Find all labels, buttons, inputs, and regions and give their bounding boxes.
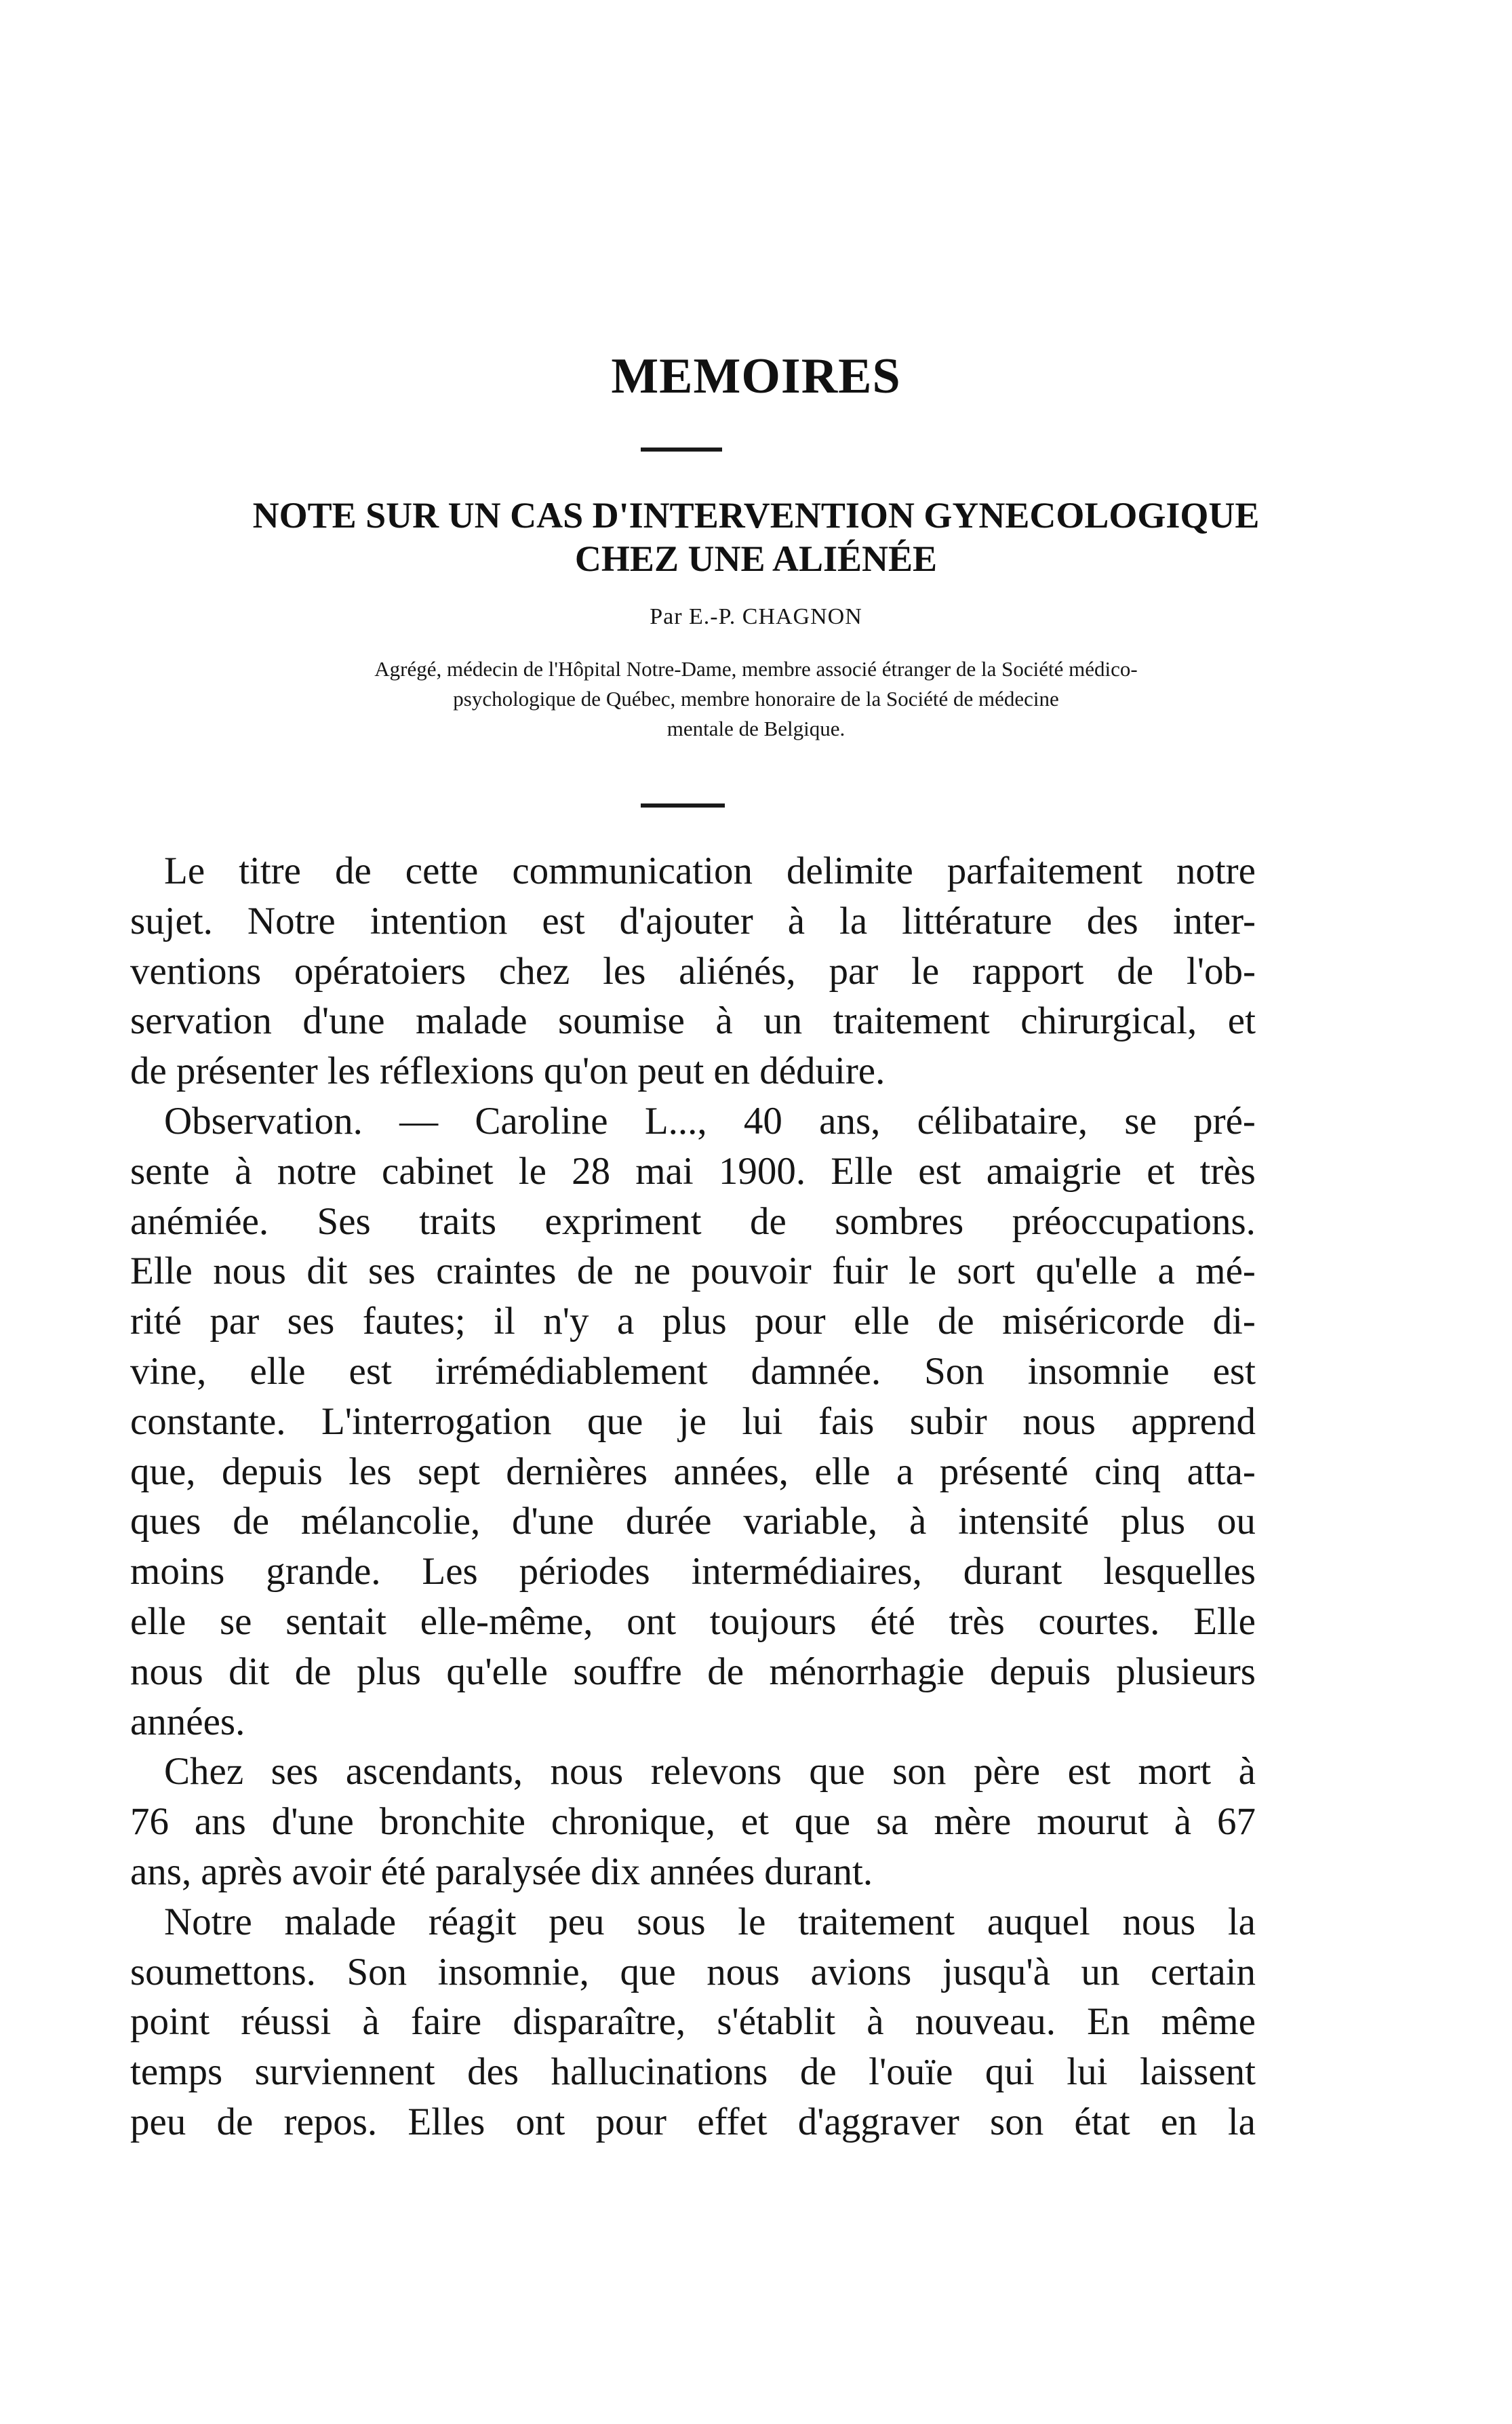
article-body	[130, 846, 1256, 2147]
body-text-line: sujet. Notre intention est d'ajouter à la littérature des inter-	[130, 899, 1256, 942]
affiliation-line: psychologique de Québec, membre honoraire de la Société de médecine	[453, 687, 1059, 711]
body-text-line: soumettons. Son insomnie, que nous avions jusqu'à un certain	[130, 1950, 1256, 1993]
author-affiliation	[163, 654, 1349, 744]
body-text-line: temps surviennent des hallucinations de l'ouïe qui lui laissent	[130, 2050, 1256, 2094]
body-text-line: point réussi à faire disparaître, s'établit à nouveau. En même	[130, 2000, 1256, 2044]
article-title	[68, 494, 1444, 580]
body-text-line: années.	[130, 1700, 245, 1743]
body-text-line: ques de mélancolie, d'une durée variable, à intensité plus ou	[130, 1500, 1256, 1543]
body-text-line: ventions opératoiers chez les aliénés, par le rapport de l'ob-	[130, 949, 1256, 993]
body-text-line: Observation. — Caroline L..., 40 ans, célibataire, se pré-	[164, 1099, 1256, 1143]
divider-rule-top	[641, 448, 722, 452]
body-text-line: anémiée. Ses traits expriment de sombres préoccupations.	[130, 1199, 1256, 1243]
affiliation-line: Agrégé, médecin de l'Hôpital Notre-Dame, membre associé étranger de la Société médico-	[374, 657, 1138, 681]
body-text-line: vine, elle est irrémédiablement damnée. Son insomnie est	[130, 1349, 1256, 1393]
body-text-line: Le titre de cette communication delimite parfaitement notre	[164, 850, 1256, 892]
body-text-line: ans, après avoir été paralysée dix années durant.	[130, 1850, 873, 1893]
body-text-line: sente à notre cabinet le 28 mai 1900. Elle est amaigrie et très	[130, 1149, 1256, 1193]
body-text-line: de présenter les réflexions qu'on peut en déduire.	[130, 1050, 886, 1093]
body-text-line: Chez ses ascendants, nous relevons que son père est mort à	[164, 1750, 1256, 1793]
divider-rule-bottom	[641, 803, 725, 808]
article-title-line-1: NOTE SUR UN CAS D'INTERVENTION GYNECOLOGIQUE	[252, 495, 1260, 536]
body-text-line: Elle nous dit ses craintes de ne pouvoir fuir le sort qu'elle a mé-	[130, 1250, 1256, 1293]
body-text-line: elle se sentait elle-même, ont toujours été très courtes. Elle	[130, 1600, 1256, 1643]
body-text-line: Notre malade réagit peu sous le traitement auquel nous la	[164, 1900, 1256, 1943]
section-heading: MEMOIRES	[611, 349, 901, 404]
body-text-line: nous dit de plus qu'elle souffre de ménorrhagie depuis plusieurs	[130, 1650, 1256, 1693]
body-text-line: peu de repos. Elles ont pour effet d'aggraver son état en la	[130, 2100, 1256, 2143]
author-byline: Par E.-P. CHAGNON	[650, 604, 862, 629]
body-text-line: moins grande. Les périodes intermédiaires, durant lesquelles	[130, 1550, 1256, 1593]
body-text-line: servation d'une malade soumise à un traitement chirurgical, et	[130, 999, 1256, 1043]
body-text-line: que, depuis les sept dernières années, elle a présenté cinq atta-	[130, 1450, 1256, 1493]
article-title-line-2: CHEZ UNE ALIÉNÉE	[574, 538, 938, 579]
body-text-line: 76 ans d'une bronchite chronique, et que sa mère mourut à 67	[130, 1800, 1256, 1844]
body-text-line: constante. L'interrogation que je lui fais subir nous apprend	[130, 1399, 1256, 1443]
body-text-line: rité par ses fautes; il n'y a plus pour elle de miséricorde di-	[130, 1300, 1256, 1343]
affiliation-line: mentale de Belgique.	[667, 717, 845, 740]
